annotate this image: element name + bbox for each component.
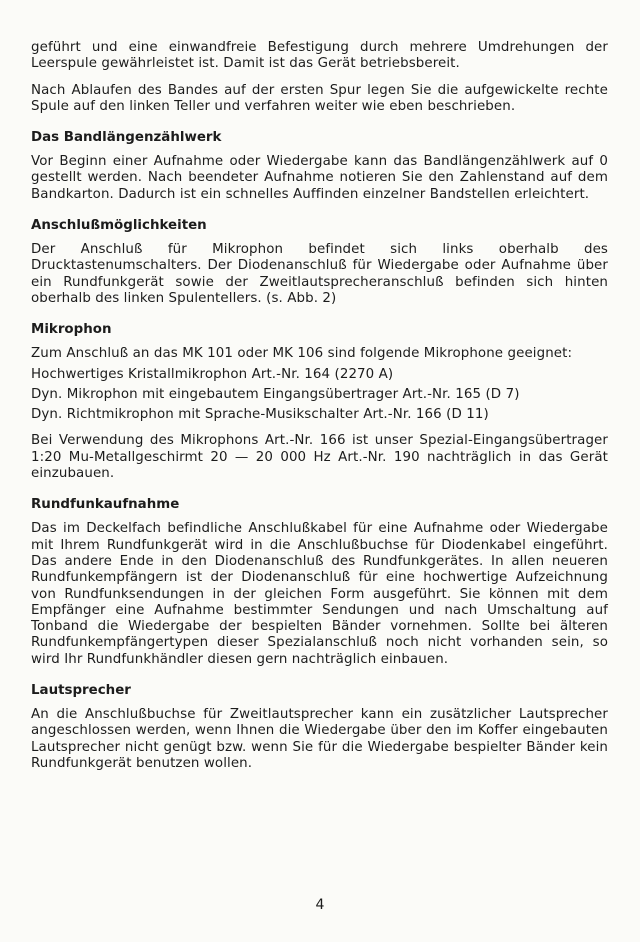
intro-paragraph-1: geführt und eine einwandfreie Befestigung durch mehrere Umdrehungen der Leerspule gewährleistet ist. Damit ist das Gerät betriebsbereit.: [31, 40, 608, 72]
intro-paragraph-2: Nach Ablaufen des Bandes auf der ersten Spur legen Sie die aufgewickelte rechte Spule auf den linken Teller und verfahren weiter wie eben beschrieben.: [31, 82, 608, 114]
heading-anschlussmoeglichkeiten: Anschlußmöglichkeiten: [31, 218, 207, 234]
heading-bandlaengenzaehlwerk: Das Bandlängenzählwerk: [31, 130, 222, 146]
mikrophon-note: Bei Verwendung des Mikrophons Art.-Nr. 166 ist unser Spezial-Eingangsübertrager 1:20 Mu-Metallgeschirmt 20 — 20 000 Hz Art.-Nr. 190 nachträglich in das Gerät einzubauen.: [31, 433, 608, 482]
page-body: [31, 40, 608, 772]
heading-lautsprecher: Lautsprecher: [31, 683, 131, 699]
anschluss-paragraph: Der Anschluß für Mikrophon befindet sich links oberhalb des Drucktastenumschalters. Der Diodenanschluß für Wiedergabe oder Aufnahme über ein Rundfunkgerät sowie der Zweitlautsprecheranschluß befinden sich hinten oberhalb des linken Spulentellers. (s. Abb. 2): [31, 242, 608, 306]
mikrophon-intro: Zum Anschluß an das MK 101 oder MK 106 sind folgende Mikrophone geeignet:: [31, 346, 573, 362]
lautsprecher-paragraph: An die Anschlußbuchse für Zweitlautsprecher kann ein zusätzlicher Lautsprecher angeschlossen werden, wenn Ihnen die Wiedergabe über den im Koffer eingebauten Lautsprecher nicht genügt bzw. wenn Sie für die Wiedergabe bespielter Bänder kein Rundfunkgerät benutzen wollen.: [31, 707, 608, 771]
heading-mikrophon: Mikrophon: [31, 322, 112, 338]
bandlaenge-paragraph: Vor Beginn einer Aufnahme oder Wiedergabe kann das Bandlängenzählwerk auf 0 gestellt werden. Nach beendeter Aufnahme notieren Sie den Zahlenstand auf dem Bandkarton. Dadurch ist ein schnelles Auffinden einzelner Bandstellen erleichtert.: [31, 154, 608, 202]
rundfunk-paragraph: Das im Deckelfach befindliche Anschlußkabel für eine Aufnahme oder Wiedergabe mit Ihrem Rundfunkgerät wird in die Anschlußbuchse für Diodenkabel eingeführt. Das andere Ende in den Diodenanschluß des Rundfunkgerätes. In allen neueren Rundfunkempfängern ist der Diodenanschluß für eine hochwertige Aufzeichnung von Rundfunksendungen in der gleichen Form ausgeführt. Sie können mit dem Empfänger eine Aufnahme bestimmter Sendungen und nach Umschaltung auf Tonband die Wiedergabe der bespielten Bänder vornehmen. Sollte bei älteren Rundfunkempfängertypen dieser Spezialanschluß noch nicht vorhanden sein, so wird Ihr Rundfunkhändler diesen gern nachträglich einbauen.: [31, 521, 608, 667]
mikrophon-item: Dyn. Mikrophon mit eingebautem Eingangsübertrager Art.-Nr. 165 (D 7): [31, 386, 520, 402]
page-number: 4: [315, 897, 325, 913]
mikrophon-item: Hochwertiges Kristallmikrophon Art.-Nr. 164 (2270 A): [31, 366, 394, 382]
heading-rundfunkaufnahme: Rundfunkaufnahme: [31, 497, 180, 513]
mikrophon-item: Dyn. Richtmikrophon mit Sprache-Musikschalter Art.-Nr. 166 (D 11): [31, 407, 489, 423]
